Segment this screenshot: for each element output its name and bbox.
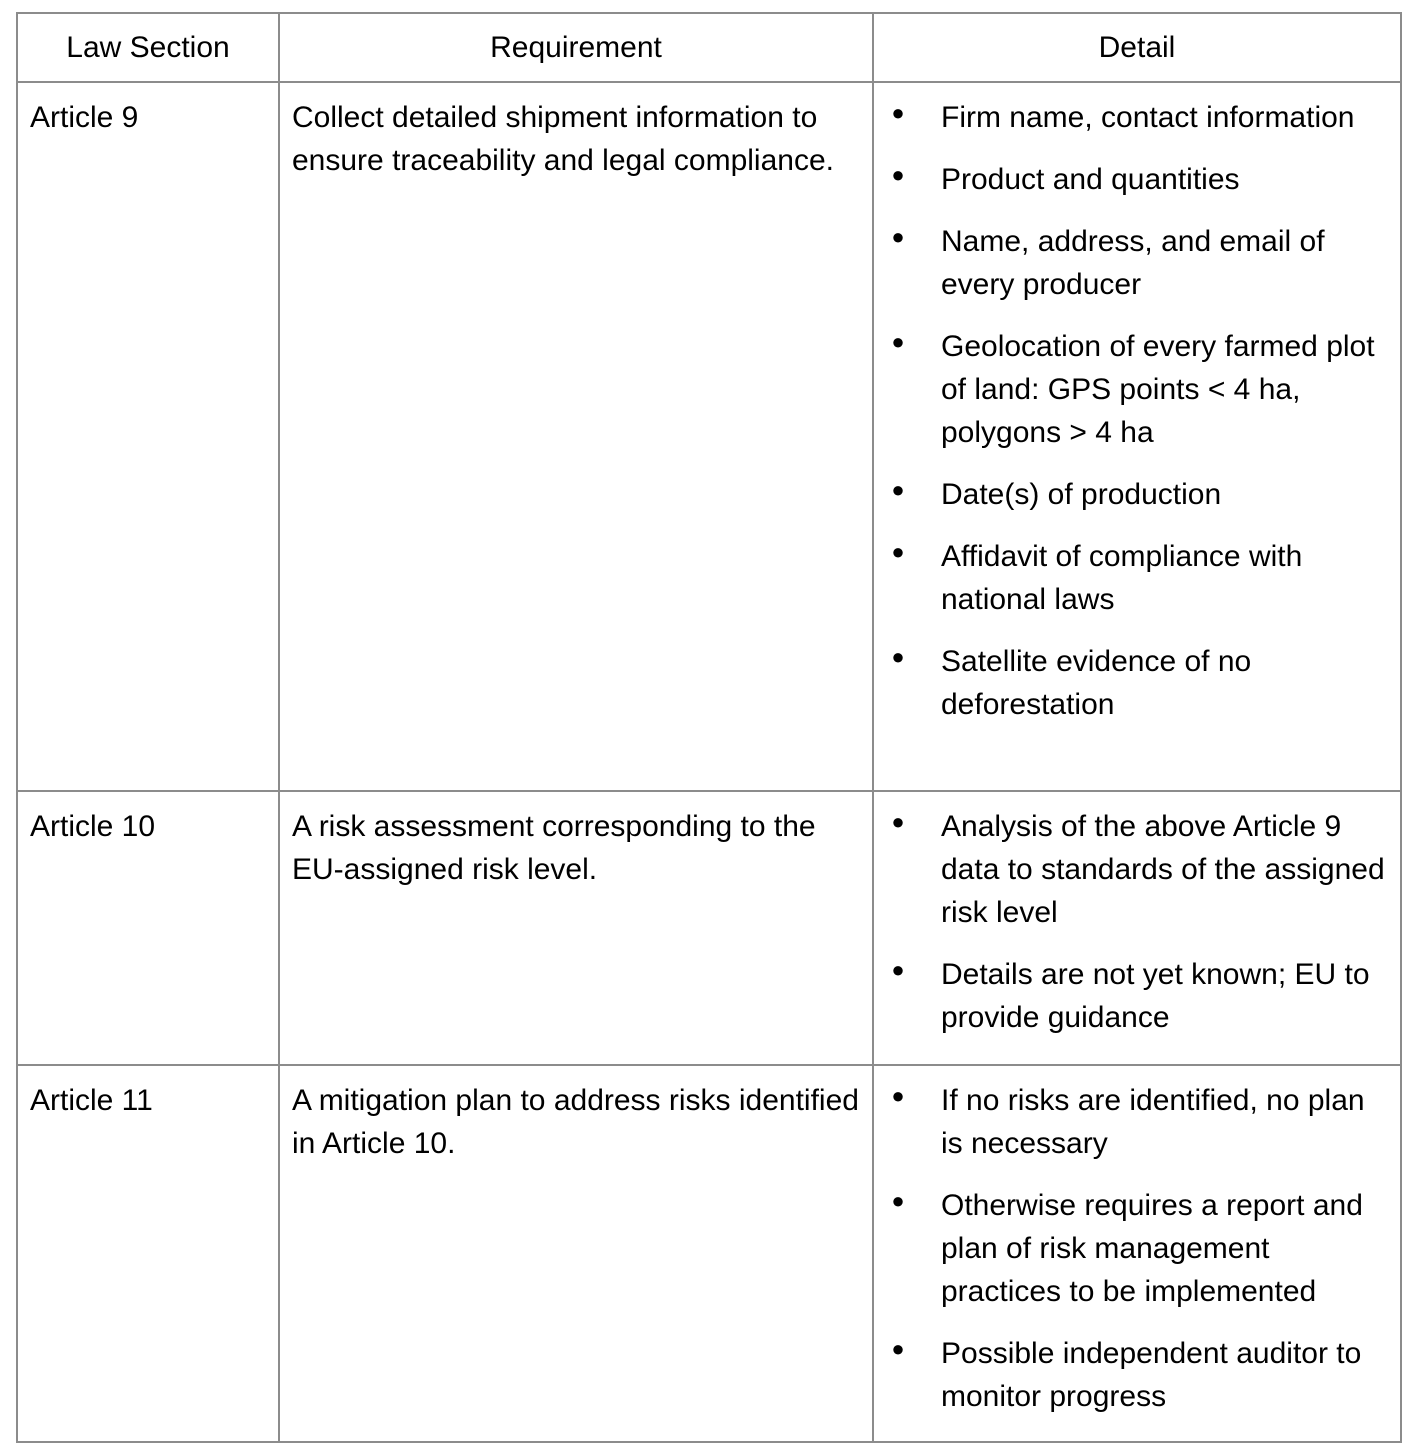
detail-item	[874, 640, 1390, 726]
bullet-icon: ●	[891, 1336, 905, 1361]
detail-text: Analysis of the above Article 9 data to standards of the assigned risk level	[941, 810, 1385, 929]
table-row-article-10	[17, 791, 1401, 1065]
detail-cell	[873, 791, 1401, 1065]
detail-item	[874, 473, 1390, 516]
bullet-icon: ●	[891, 644, 905, 669]
detail-item	[874, 1332, 1390, 1418]
detail-item	[874, 158, 1390, 201]
law-section-cell: Article 11	[17, 1065, 279, 1442]
detail-text: If no risks are identified, no plan is necessary	[941, 1084, 1365, 1160]
bullet-icon: ●	[891, 539, 905, 564]
detail-item	[874, 805, 1390, 934]
requirement-cell: Collect detailed shipment information to ensure traceability and legal compliance.	[279, 82, 873, 791]
detail-item	[874, 535, 1390, 621]
detail-item	[874, 96, 1390, 139]
header-row	[17, 13, 1401, 82]
detail-cell	[873, 82, 1401, 791]
bullet-icon: ●	[891, 809, 905, 834]
bullet-icon: ●	[891, 477, 905, 502]
header-detail: Detail	[873, 13, 1401, 82]
detail-text: Firm name, contact information	[941, 101, 1355, 134]
header-requirement: Requirement	[279, 13, 873, 82]
law-section-cell: Article 10	[17, 791, 279, 1065]
requirement-cell: A risk assessment corresponding to the EU-assigned risk level.	[279, 791, 873, 1065]
detail-item	[874, 325, 1390, 454]
bullet-icon: ●	[891, 957, 905, 982]
detail-list	[874, 1079, 1390, 1418]
detail-item	[874, 1184, 1390, 1313]
detail-text: Date(s) of production	[941, 478, 1222, 511]
detail-text: Name, address, and email of every producer	[941, 225, 1325, 301]
detail-text: Product and quantities	[941, 163, 1240, 196]
detail-text: Affidavit of compliance with national laws	[941, 540, 1303, 616]
bullet-icon: ●	[891, 162, 905, 187]
detail-text: Otherwise requires a report and plan of risk management practices to be implemented	[941, 1189, 1363, 1308]
requirements-table	[16, 12, 1402, 1443]
detail-text: Possible independent auditor to monitor progress	[941, 1337, 1362, 1413]
detail-text: Satellite evidence of no deforestation	[941, 645, 1252, 721]
bullet-icon: ●	[891, 100, 905, 125]
bullet-icon: ●	[891, 329, 905, 354]
detail-list	[874, 96, 1390, 726]
header-law-section: Law Section	[17, 13, 279, 82]
detail-item	[874, 953, 1390, 1039]
detail-item	[874, 220, 1390, 306]
bullet-icon: ●	[891, 224, 905, 249]
detail-text: Details are not yet known; EU to provide guidance	[941, 958, 1370, 1034]
bullet-icon: ●	[891, 1083, 905, 1108]
bullet-icon: ●	[891, 1188, 905, 1213]
table-row-article-11	[17, 1065, 1401, 1442]
requirement-cell: A mitigation plan to address risks identified in Article 10.	[279, 1065, 873, 1442]
law-section-cell: Article 9	[17, 82, 279, 791]
detail-cell	[873, 1065, 1401, 1442]
detail-list	[874, 805, 1390, 1039]
detail-item	[874, 1079, 1390, 1165]
detail-text: Geolocation of every farmed plot of land: GPS points < 4 ha, polygons > 4 ha	[941, 330, 1375, 449]
table-row-article-9	[17, 82, 1401, 791]
